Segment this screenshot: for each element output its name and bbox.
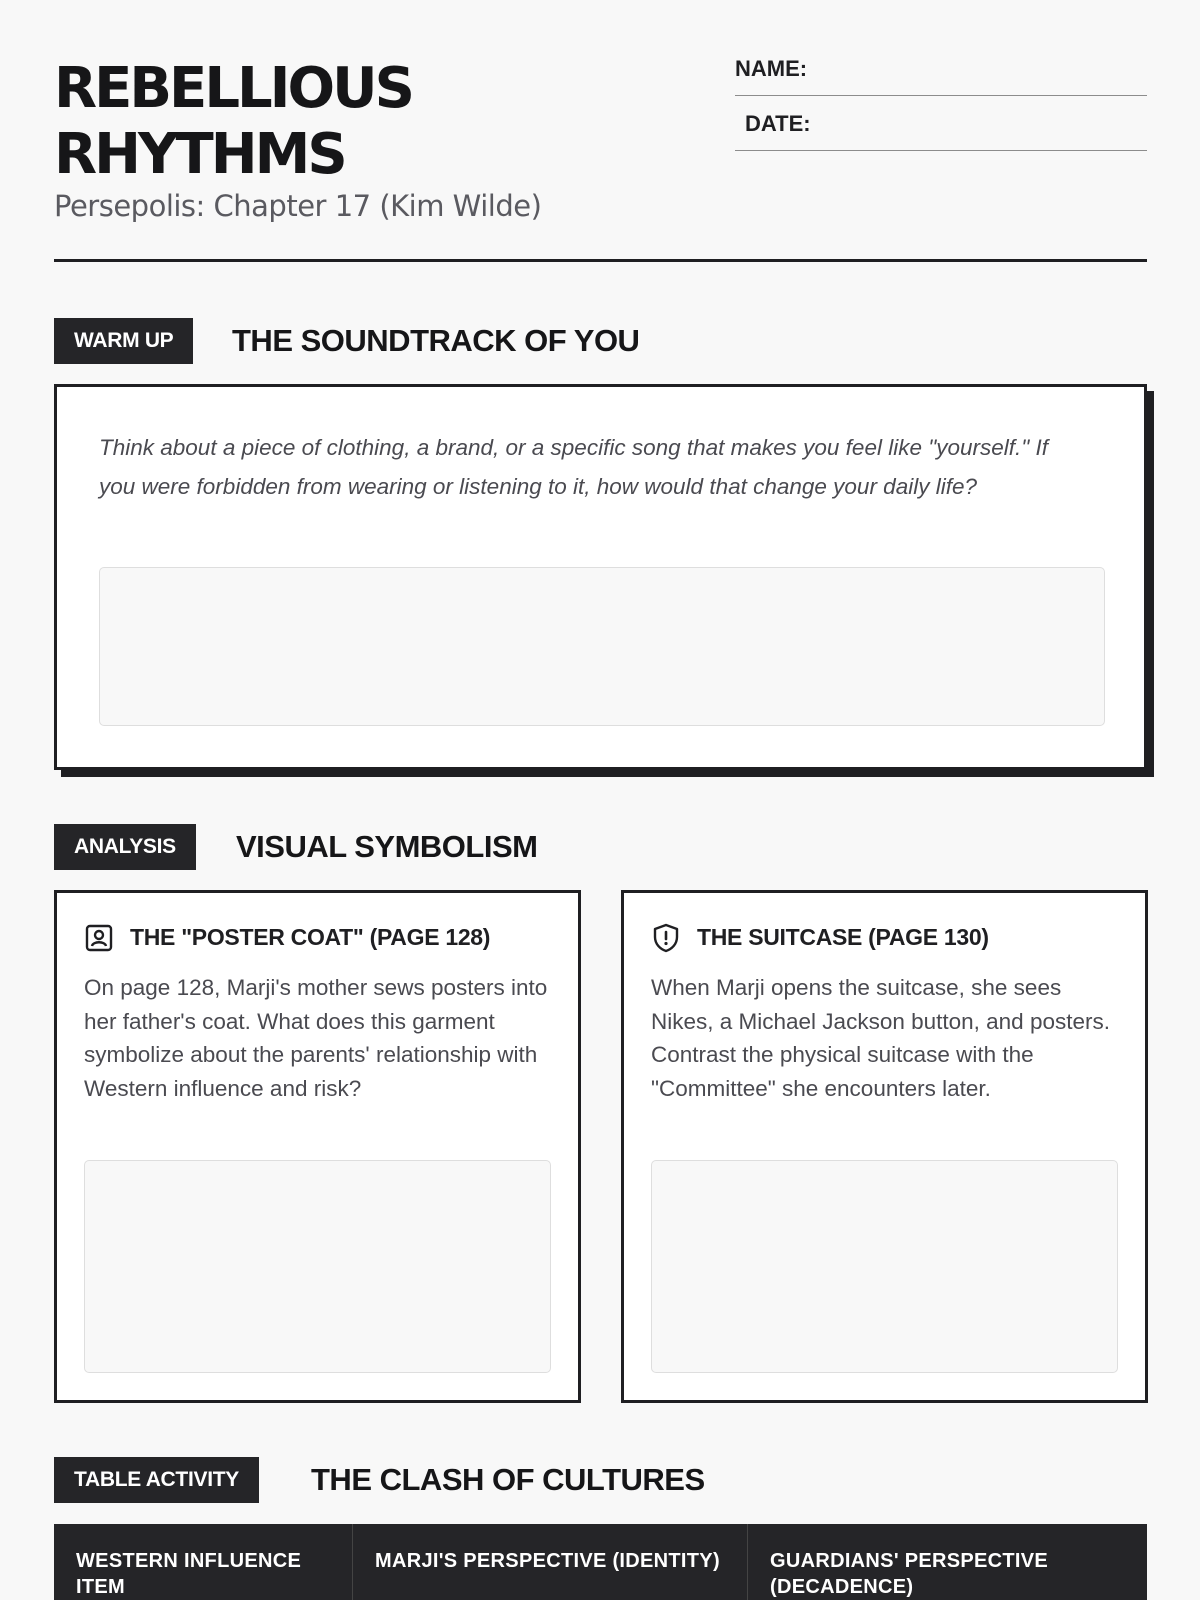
poster-coat-heading: THE "POSTER COAT" (PAGE 128) xyxy=(130,924,491,950)
date-label: DATE: xyxy=(745,111,811,136)
warmup-answer-box[interactable] xyxy=(99,567,1105,726)
name-label: NAME: xyxy=(735,56,808,81)
column-header-marji-perspective: MARJI'S PERSPECTIVE (IDENTITY) xyxy=(352,1524,747,1600)
warmup-badge: WARM UP xyxy=(54,318,193,364)
analysis-badge: ANALYSIS xyxy=(54,824,196,870)
warmup-title: THE SOUNDTRACK OF YOU xyxy=(232,323,640,358)
portrait-icon xyxy=(84,923,114,953)
table-activity-badge: TABLE ACTIVITY xyxy=(54,1457,259,1503)
shield-alert-icon xyxy=(651,923,681,953)
analysis-title: VISUAL SYMBOLISM xyxy=(236,829,538,864)
worksheet-page xyxy=(54,0,1147,1600)
suitcase-question: When Marji opens the suitcase, she sees Nikes, a Michael Jackson button, and posters. Contrast the physical suitcase with the "Committee" she encounters later. xyxy=(651,975,1110,1101)
analysis-section-header xyxy=(54,824,1147,870)
suitcase-heading: THE SUITCASE (PAGE 130) xyxy=(697,924,989,950)
worksheet-header xyxy=(54,56,1147,262)
table-activity-title: THE CLASH OF CULTURES xyxy=(311,1462,705,1497)
title-line-1: REBELLIOUS xyxy=(54,56,412,121)
table-activity-section-header xyxy=(54,1457,1147,1503)
worksheet-subtitle: Persepolis: Chapter 17 (Kim Wilde) xyxy=(54,189,542,223)
column-header-guardians-perspective: GUARDIANS' PERSPECTIVE (DECADENCE) xyxy=(747,1524,1147,1600)
date-field[interactable] xyxy=(735,111,1147,151)
title-line-2: RHYTHMS xyxy=(54,122,345,187)
column-header-western-item: WESTERN INFLUENCE ITEM xyxy=(76,1550,302,1598)
suitcase-card xyxy=(621,890,1148,1403)
warmup-prompt: Think about a piece of clothing, a brand, or a specific song that makes you feel like "yourself." If you were forbidden from wearing or listening to it, how would that change your daily life? xyxy=(99,435,1048,499)
worksheet-title xyxy=(54,56,412,188)
warmup-card xyxy=(54,384,1147,770)
warmup-section-header xyxy=(54,318,1147,364)
poster-coat-card xyxy=(54,890,581,1403)
culture-clash-table-header xyxy=(54,1524,1147,1600)
name-field[interactable] xyxy=(735,56,1147,96)
suitcase-answer-box[interactable] xyxy=(651,1160,1118,1373)
poster-coat-question: On page 128, Marji's mother sews posters into her father's coat. What does this garment symbolize about the parents' relationship with Western influence and risk? xyxy=(84,975,548,1101)
poster-coat-answer-box[interactable] xyxy=(84,1160,551,1373)
